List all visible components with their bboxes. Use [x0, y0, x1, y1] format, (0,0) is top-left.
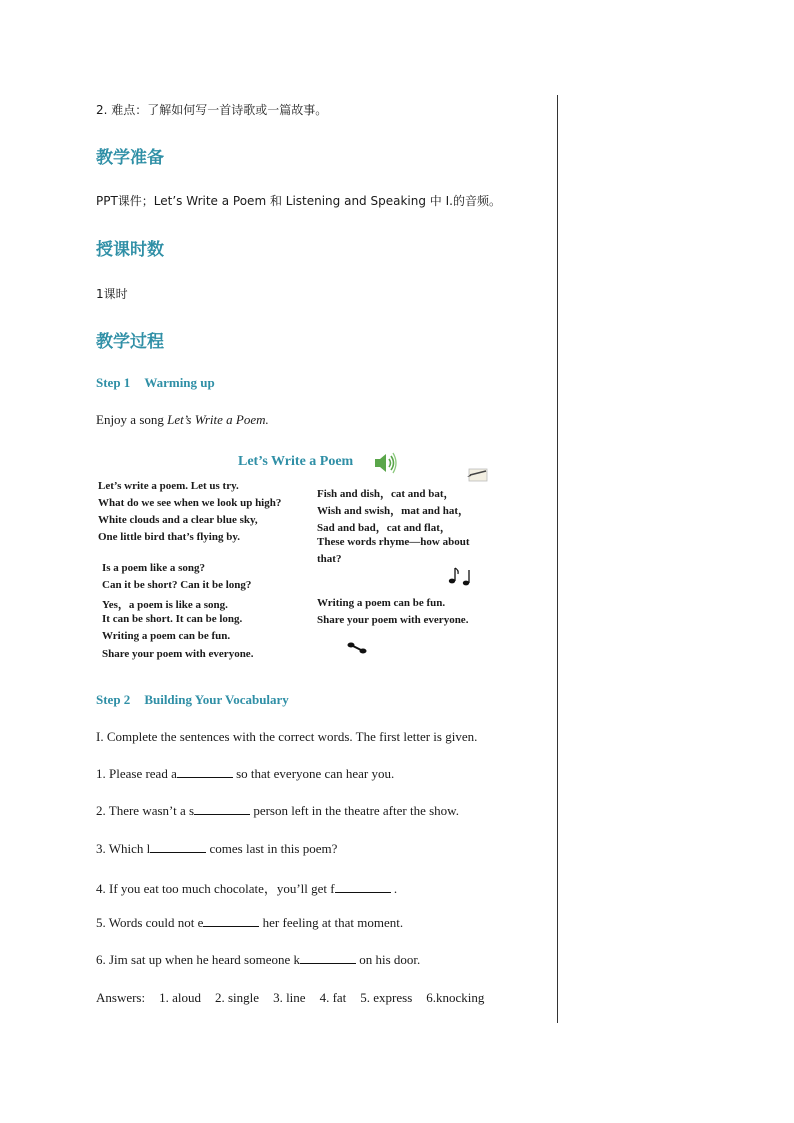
prep-heading: 教学准备 — [96, 148, 164, 168]
margin-divider — [557, 95, 558, 1023]
poem-left-line-10: Share your poem with everyone. — [102, 648, 254, 660]
exercise-4-after: . — [390, 881, 398, 896]
poem-image — [96, 450, 492, 666]
exercise-4-before: 4. If you eat too much chocolate，you’ll get f — [96, 881, 335, 896]
exercise-6-after: on his door. — [355, 952, 421, 967]
exercise-item-4 — [96, 878, 397, 897]
blank-line — [203, 915, 259, 927]
exercise-item-5 — [96, 915, 403, 931]
exercise-2-after: person left in the theatre after the show. — [250, 803, 459, 818]
exercise-1-after: so that everyone can hear you. — [232, 766, 395, 781]
poem-left-line-7: Yes，a poem is like a song. — [102, 599, 228, 611]
answer-3: 3. line — [273, 990, 306, 1005]
blank-line — [194, 803, 250, 815]
step2-number: Step 2 — [96, 692, 131, 707]
poem-left-line-1: Let’s write a poem. Let us try. — [98, 480, 239, 492]
poem-right-line-4: These words rhyme—how about — [317, 536, 470, 548]
answer-1: 1. aloud — [159, 990, 201, 1005]
poem-right-line-2: Wish and swish，mat and hat， — [317, 505, 470, 517]
exercise-1-before: 1. Please read a — [96, 766, 177, 781]
step1-song-title: Let’s Write a Poem. — [167, 412, 269, 427]
step1-number: Step 1 — [96, 375, 131, 390]
step2-instruction: I. Complete the sentences with the correct words. The first letter is given. — [96, 729, 478, 744]
exercise-6-before: 6. Jim sat up when he heard someone k — [96, 952, 300, 967]
exercise-5-after: her feeling at that moment. — [259, 915, 404, 930]
difficulty-line: 2. 难点：了解如何写一首诗歌或一篇故事。 — [96, 103, 328, 117]
process-heading: 教学过程 — [96, 332, 164, 352]
poem-left-line-2: What do we see when we look up high? — [98, 497, 282, 509]
blank-line — [150, 841, 206, 853]
poem-left-line-8: It can be short. It can be long. — [102, 613, 243, 625]
step1-intro-prefix: Enjoy a song — [96, 412, 168, 427]
pen-icon — [466, 453, 490, 485]
poem-left-line-4: One little bird that’s flying by. — [98, 531, 240, 543]
exercise-item-1 — [96, 766, 394, 782]
music-notes-icon — [446, 564, 476, 588]
poem-right-line-1: Fish and dish，cat and bat， — [317, 488, 455, 500]
exercise-item-6 — [96, 952, 420, 968]
step1-intro — [96, 412, 269, 428]
exercise-5-before: 5. Words could not e — [96, 915, 204, 930]
poem-right-line-7: Share your poem with everyone. — [317, 614, 469, 626]
prep-text: PPT课件；Let’s Write a Poem 和 Listening and Speaking 中 I.的音频。 — [96, 194, 501, 208]
poem-right-line-3: Sad and bad，cat and flat， — [317, 522, 451, 534]
hours-heading: 授课时数 — [96, 240, 164, 260]
step2-heading — [96, 692, 289, 708]
music-note-icon — [346, 637, 370, 657]
poem-left-line-5: Is a poem like a song? — [102, 562, 205, 574]
blank-line — [335, 881, 391, 893]
poem-title: Let’s Write a Poem — [238, 454, 354, 469]
exercise-item-3 — [96, 841, 337, 857]
answer-2: 2. single — [215, 990, 260, 1005]
answers-line — [96, 990, 498, 1006]
answer-6: 6.knocking — [426, 990, 485, 1005]
answers-label: Answers: — [96, 990, 146, 1005]
poem-left-line-9: Writing a poem can be fun. — [102, 630, 231, 642]
blank-line — [177, 766, 233, 778]
exercise-2-before: 2. There wasn’t a s — [96, 803, 195, 818]
exercise-3-before: 3. Which l — [96, 841, 151, 856]
exercise-item-2 — [96, 803, 459, 819]
answer-4: 4. fat — [319, 990, 347, 1005]
poem-right-line-6: Writing a poem can be fun. — [317, 597, 446, 609]
blank-line — [300, 952, 356, 964]
answer-5: 5. express — [360, 990, 413, 1005]
step1-title: Warming up — [144, 375, 215, 390]
step2-title: Building Your Vocabulary — [144, 692, 289, 707]
hours-text: 1课时 — [96, 287, 128, 301]
poem-right-line-5: that? — [317, 553, 342, 565]
exercise-3-after: comes last in this poem? — [206, 841, 338, 856]
step1-heading — [96, 375, 215, 391]
poem-left-line-3: White clouds and a clear blue sky, — [98, 514, 258, 526]
speaker-icon — [373, 451, 399, 475]
poem-left-line-6: Can it be short? Can it be long? — [102, 579, 252, 591]
